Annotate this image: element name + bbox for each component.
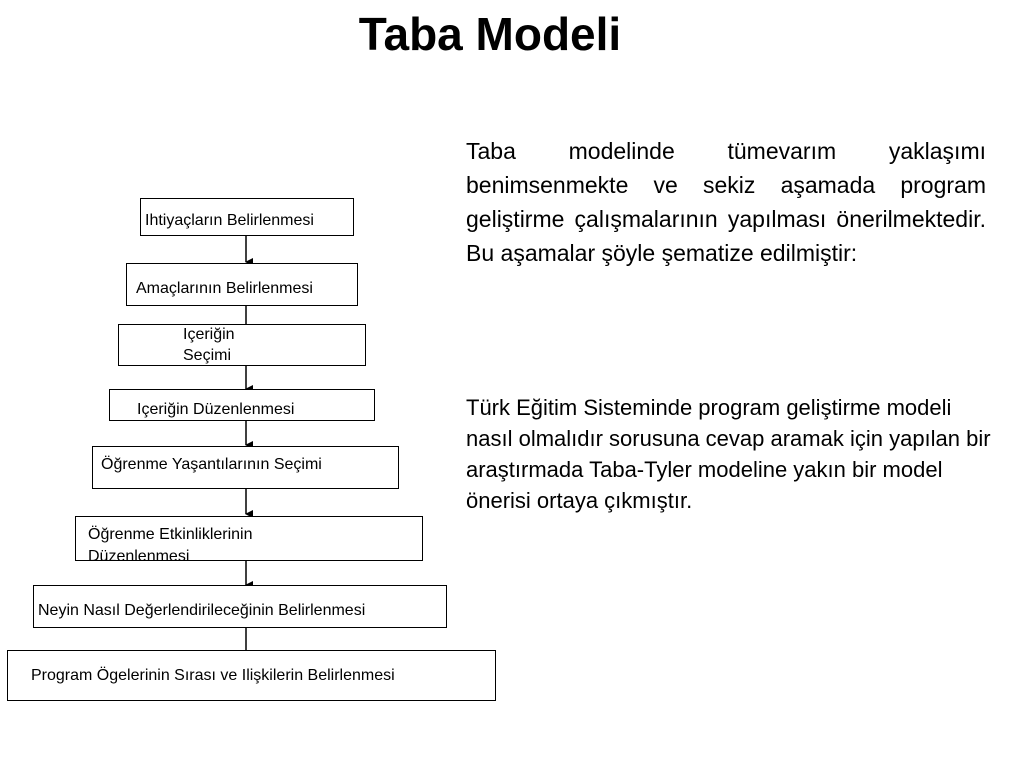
intro-paragraph: Taba modelinde tümevarım yaklaşımı benimsenmekte ve sekiz aşamada program geliştirme çalışmalarının yapılması önerilmektedir. Bu aşamalar şöyle şematize edilmiştir: bbox=[466, 138, 986, 266]
step-label-8: Program Ögelerinin Sırası ve Ilişkilerin Belirlenmesi bbox=[31, 667, 395, 684]
step-label-2: Amaçlarının Belirlenmesi bbox=[136, 280, 313, 297]
step-label-7: Neyin Nasıl Değerlendirileceğinin Belirlenmesi bbox=[38, 602, 366, 619]
step-label-6: Öğrenme Etkinliklerinin Düzenlenmesi bbox=[88, 526, 253, 565]
research-paragraph: Türk Eğitim Sisteminde program geliştirme modeli nasıl olmalıdır sorusuna cevap aramak için yapılan bir araştırmada Taba-Tyler modeline yakın bir model önerisi ortaya çıkmıştır. bbox=[466, 395, 991, 513]
step-label-3: Içeriğin Seçimi bbox=[183, 326, 235, 364]
step-label-1: Ihtiyaçların Belirlenmesi bbox=[145, 212, 314, 229]
step-label-4: Içeriğin Düzenlenmesi bbox=[137, 401, 295, 418]
step-label-5: Öğrenme Yaşantılarının Seçimi bbox=[101, 456, 322, 473]
slide-title: Taba Modeli bbox=[358, 8, 622, 60]
